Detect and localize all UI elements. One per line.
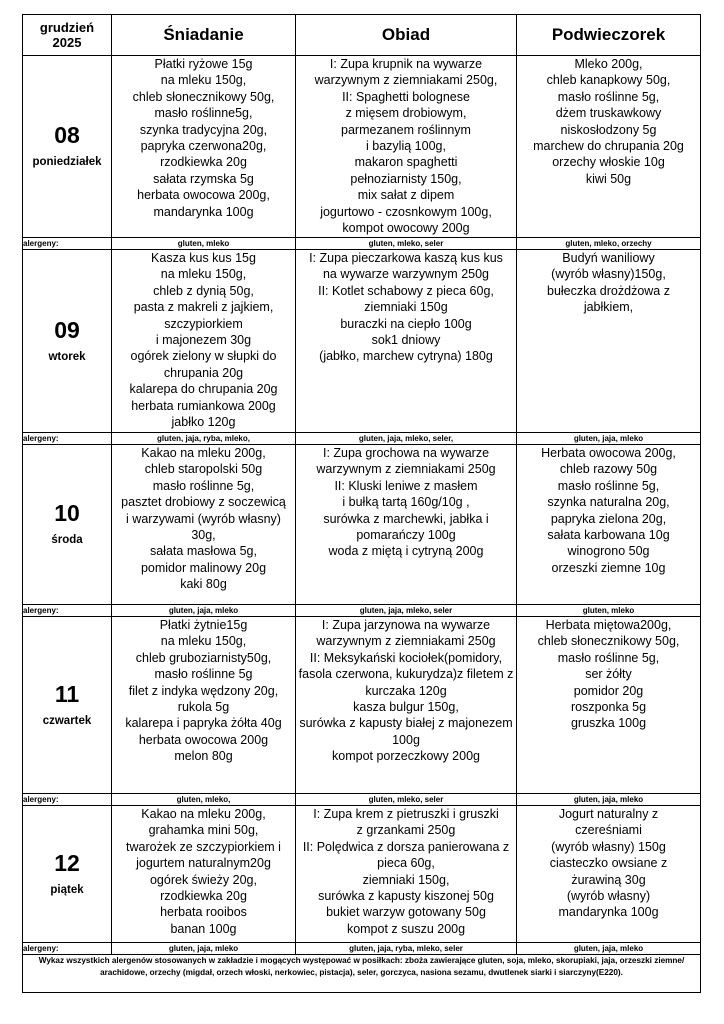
lunch-items [296,445,516,604]
header-row [23,15,701,56]
menu-line: II: Meksykański kociołek(pomidory, [309,650,503,665]
snack-header: Podwieczorek [517,15,701,56]
menu-line: pomidor malinowy 20g [140,560,267,575]
menu-line: warzywnym z ziemniakami 250g [316,462,496,477]
menu-line: buraczki na ciepło 100g [340,316,472,331]
menu-line: orzeszki ziemne 10g [551,560,666,575]
snack-cell [517,56,701,238]
menu-line: sok1 dniowy [371,333,441,348]
menu-line: kurczaka 120g [365,683,447,698]
lunch-cell [296,617,517,794]
allergens-value: gluten, mleko [112,238,296,250]
menu-line: twarożek ze szczypiorkiem i [126,839,281,854]
menu-line: i warzywami (wyrób własny) [126,511,281,526]
day-number: 12 [54,849,80,876]
breakfast-cell [112,56,296,238]
allergens-value: gluten, jaja, ryba, mleko, seler [296,943,517,955]
menu-line: ser żółty [585,667,632,682]
allergens-row [23,794,701,806]
menu-line: ogórek świeży 20g, [149,872,257,887]
menu-line: chleb razowy 50g [559,462,658,477]
snack-cell [517,250,701,433]
breakfast-items [112,250,295,432]
menu-line: jogurtem naturalnym20g [136,856,271,871]
menu-line: masło roślinne 5g, [557,478,660,493]
day-cell [23,56,112,238]
day-row [23,250,701,433]
day-number: 10 [54,500,80,527]
menu-line: Budyń waniliowy [562,251,655,265]
month-label: grudzień [39,20,95,35]
menu-line: (wyrób własny)150g, [551,267,666,282]
menu-line: (wyrób własny) 150g [551,839,666,854]
menu-line: papryka zielona 20g, [550,511,667,526]
menu-line: filet z indyka wędzony 20g, [128,683,279,698]
breakfast-items [112,56,295,237]
menu-line: jogurtowo - czosnkowym 100g, [320,204,492,219]
allergens-label: alergeny: [23,605,112,617]
menu-line: na mleku 150g, [160,73,247,88]
day-name: poniedziałek [32,156,102,169]
month-header [23,15,112,56]
day-row [23,56,701,238]
allergens-value: gluten, mleko, seler [296,794,517,806]
menu-line: herbata owocowa 200g [138,732,269,747]
day-number: 08 [54,122,80,149]
menu-line: mix sałat z dipem [357,188,455,203]
allergens-value: gluten, jaja, mleko, seler, [296,433,517,445]
menu-line: herbata rooibos [160,905,247,920]
lunch-header: Obiad [296,15,517,56]
breakfast-items [112,806,295,942]
day-name: wtorek [48,350,86,363]
menu-line: Kakao na mleku 200g, [141,446,266,460]
breakfast-cell [112,617,296,794]
day-cell [23,445,112,605]
allergens-value: gluten, jaja, mleko [517,943,701,955]
menu-line: bułeczka drożdżowa z [547,283,670,298]
breakfast-cell [112,806,296,943]
menu-line: warzywnym z ziemniakami 250g, [314,73,498,88]
day-number: 11 [54,680,80,707]
day-row [23,445,701,605]
menu-line: surówka z marchewki, jabłka i [323,511,489,526]
day-cell [23,806,112,943]
menu-line: orzechy włoskie 10g [552,155,665,170]
day-row [23,617,701,794]
menu-line: bukiet warzyw gotowany 50g [326,905,486,920]
menu-line: marchew do chrupania 20g [533,139,684,154]
menu-line: mandarynka 100g [153,204,254,219]
allergens-value: gluten, jaja, mleko, seler [296,605,517,617]
menu-line: I: Zupa krem z pietruszki i gruszki [313,807,499,821]
lunch-cell [296,56,517,238]
menu-line: parmezanem roślinnym [341,122,471,137]
menu-line: szczypiorkiem [164,316,243,331]
menu-line: ziemniaki 150g [364,300,448,315]
menu-line: z mięsem drobiowym, [345,106,467,121]
allergens-row [23,238,701,250]
menu-line: ciasteczko owsiane z [549,856,668,871]
allergens-value: gluten, mleko [517,605,701,617]
menu-line: na mleku 150g, [160,634,247,649]
menu-line: kompot porzeczkowy 200g [332,749,480,764]
allergens-label: alergeny: [23,433,112,445]
allergens-value: gluten, jaja, mleko [517,433,701,445]
allergens-row [23,605,701,617]
menu-line: kasza bulgur 150g, [353,700,459,715]
menu-line: i majonezem 30g [155,333,252,348]
menu-line: II: Kluski leniwe z masłem [334,478,478,493]
menu-line: (wyrób własny) [566,889,651,904]
menu-line: sałata karbowana 10g [547,528,670,543]
menu-line: fasola czerwona, kukurydza)z filetem z [298,667,514,682]
menu-line: Płatki ryżowe 15g [154,57,253,71]
menu-line: Kasza kus kus 15g [151,251,256,265]
breakfast-items [112,445,295,604]
menu-line: I: Zupa jarzynowa na wywarze [321,618,491,632]
menu-line: rzodkiewka 20g [160,155,247,170]
snack-items [517,56,700,237]
snack-cell [517,445,701,605]
menu-line: z grzankami 250g [356,823,456,838]
menu-line: Płatki żytnie15g [159,618,248,632]
menu-line: herbata rumiankowa 200g [131,398,276,413]
menu-line: surówka z kapusty kiszonej 50g [318,889,494,904]
snack-cell [517,806,701,943]
menu-line: kalarepa do chrupania 20g [129,382,278,397]
menu-line: warzywnym z ziemniakami 250g [316,634,496,649]
day-row [23,806,701,943]
menu-line: sałata rzymska 5g [153,171,254,186]
menu-line: szynka naturalna 20g, [547,495,670,510]
menu-line: rzodkiewka 20g [160,889,247,904]
breakfast-cell [112,250,296,433]
lunch-cell [296,806,517,943]
allergens-value: gluten, jaja, mleko [112,605,296,617]
menu-line: winogrono 50g [567,544,650,559]
menu-line: ogórek zielony w słupki do [130,349,277,364]
menu-line: dżem truskawkowy [555,106,662,121]
allergens-value: gluten, jaja, mleko [517,794,701,806]
lunch-cell [296,250,517,433]
snack-items [517,250,700,432]
lunch-items [296,56,516,237]
menu-line: Jogurt naturalny z [558,807,659,821]
menu-line: 30g, [191,528,216,543]
menu-line: Herbata owocowa 200g, [541,446,676,460]
menu-line: kompot z suszu 200g [346,921,466,936]
breakfast-header: Śniadanie [112,15,296,56]
snack-items [517,806,700,942]
menu-line: chleb słonecznikowy 50g, [537,634,680,649]
allergens-row [23,943,701,955]
menu-line: masło roślinne 5g, [557,650,660,665]
day-number: 09 [54,316,80,343]
menu-line: pełnoziarnisty 150g, [350,171,462,186]
day-name: środa [51,534,83,547]
menu-line: kompot owocowy 200g [342,221,470,236]
menu-line: pomidor 20g [573,683,644,698]
menu-line: II: Polędwica z dorsza panierowana z [302,839,510,854]
year-label: 2025 [52,35,82,50]
footer-row [23,955,701,993]
allergens-value: gluten, jaja, mleko [112,943,296,955]
menu-line: i bułką tartą 160g/10g , [342,495,470,510]
allergens-label: alergeny: [23,794,112,806]
menu-line: roszponka 5g [570,700,647,715]
allergens-value: gluten, mleko, orzechy [517,238,701,250]
menu-line: Kakao na mleku 200g, [141,807,266,821]
menu-line: pieca 60g, [377,856,435,871]
menu-line: czereśniami [575,823,642,838]
menu-line: sałata masłowa 5g, [149,544,257,559]
menu-line: masło roślinne5g, [154,106,253,121]
menu-line: Mleko 200g, [574,57,643,71]
menu-line: 100g [392,732,420,747]
menu-line: (jabłko, marchew cytryna) 180g [319,349,493,364]
menu-line: makaron spaghetti [354,155,458,170]
menu-line: II: Spaghetti bolognese [342,89,470,104]
menu-line: kiwi 50g [585,171,632,186]
allergens-value: gluten, mleko, seler [296,238,517,250]
menu-line: chleb gruboziarnisty50g, [135,650,272,665]
menu-line: jabłko 120g [171,415,236,430]
allergen-disclaimer: Wykaz wszystkich alergenów stosowanych w zakładzie i mogących występować w posiłkach: zboża zawierające gluten, soja, mleko, skorupiaki, jaja, orzeszki ziemne/ arachidowe, orzechy (migdał, orzech włoski, nerkowiec, pistacja), seler, gorczyca, nasiona sezamu, dwutlenek siarki i siarczyny(E220). [23,955,701,993]
menu-line: jabłkiem, [583,300,634,315]
menu-line: gruszka 100g [570,716,647,731]
allergens-row [23,433,701,445]
allergens-value: gluten, jaja, ryba, mleko, [112,433,296,445]
menu-line: pomarańczy 100g [356,528,456,543]
menu-line: Herbata miętowa200g, [545,618,672,632]
menu-line: pasta z makreli z jajkiem, [133,300,274,315]
lunch-cell [296,445,517,605]
menu-line: żurawiną 30g [571,872,646,887]
snack-cell [517,617,701,794]
menu-line: chrupania 20g [163,365,244,380]
menu-line: woda z miętą i cytryną 200g [328,544,484,559]
breakfast-items [112,617,295,793]
lunch-items [296,250,516,432]
menu-line: masło roślinne 5g, [152,478,255,493]
allergens-label: alergeny: [23,943,112,955]
allergens-value: gluten, mleko, [112,794,296,806]
menu-line: i bazylią 100g, [366,139,446,154]
snack-items [517,445,700,604]
menu-line: chleb kanapkowy 50g, [546,73,671,88]
menu-line: kalarepa i papryka żółta 40g [125,716,282,731]
menu-line: na wywarze warzywnym 250g [322,267,490,282]
menu-line: na mleku 150g, [160,267,247,282]
menu-line: mandarynka 100g [558,905,659,920]
menu-line: masło roślinne 5g [154,667,253,682]
menu-line: I: Zupa pieczarkowa kaszą kus kus [309,251,503,265]
menu-line: surówka z kapusty białej z majonezem [299,716,513,731]
breakfast-cell [112,445,296,605]
menu-line: rukola 5g [177,700,230,715]
day-cell [23,617,112,794]
menu-table [22,14,701,993]
day-cell [23,250,112,433]
menu-line: grahamka mini 50g, [148,823,259,838]
menu-line: I: Zupa krupnik na wywarze [329,57,483,71]
menu-line: pasztet drobiowy z soczewicą [121,495,286,510]
snack-items [517,617,700,793]
day-name: piątek [50,883,84,896]
menu-line: chleb słonecznikowy 50g, [132,89,275,104]
menu-line: II: Kotlet schabowy z pieca 60g, [318,283,494,298]
menu-line: papryka czerwona20g, [140,139,267,154]
menu-line: chleb staropolski 50g [144,462,263,477]
menu-line: banan 100g [170,921,237,936]
menu-line: szynka tradycyjna 20g, [139,122,268,137]
menu-line: melon 80g [174,749,233,764]
lunch-items [296,806,516,942]
menu-line: niskosłodzony 5g [560,122,657,137]
menu-line: ziemniaki 150g, [362,872,450,887]
lunch-items [296,617,516,793]
allergens-label: alergeny: [23,238,112,250]
menu-line: masło roślinne 5g, [557,89,660,104]
menu-line: herbata owocowa 200g, [137,188,270,203]
menu-line: chleb z dynią 50g, [153,283,254,298]
menu-line: I: Zupa grochowa na wywarze [322,446,490,460]
menu-line: kaki 80g [180,577,227,592]
day-name: czwartek [42,714,92,727]
